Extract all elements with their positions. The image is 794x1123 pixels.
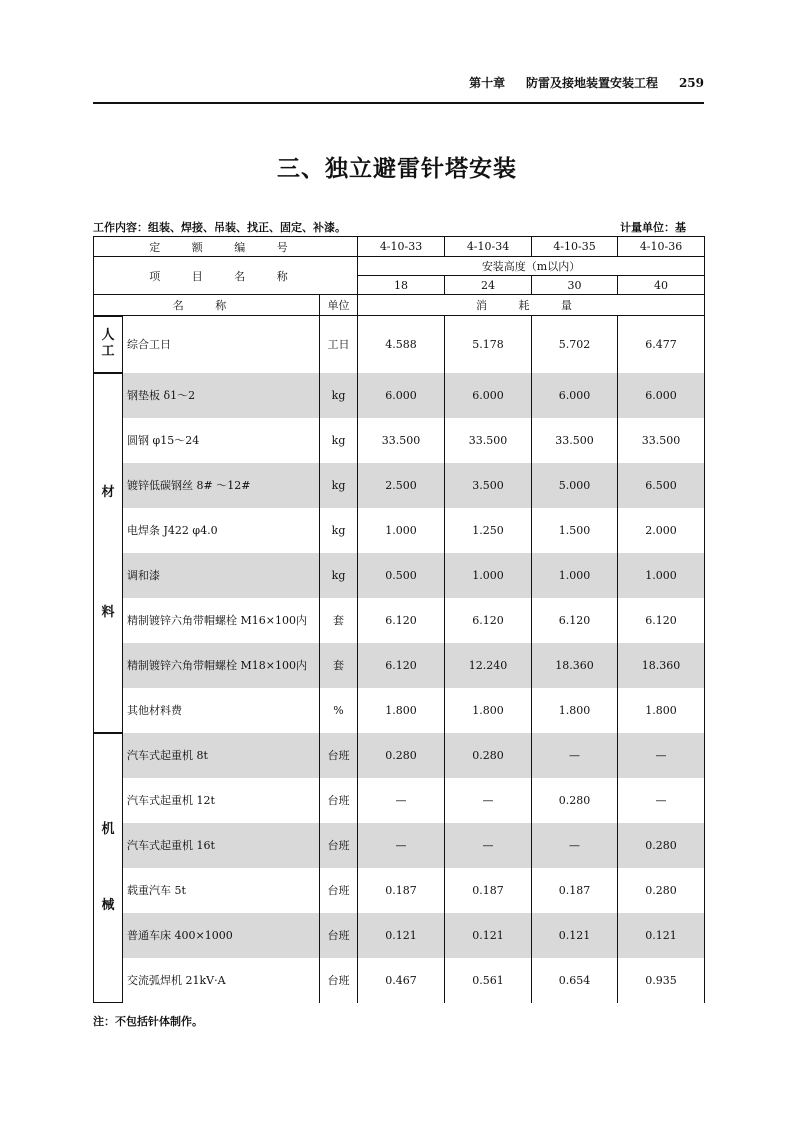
consumption-value: —	[445, 823, 532, 868]
resource-unit: 工日	[320, 316, 358, 373]
resource-row	[94, 508, 705, 553]
quota-code-cell: 4-10-35	[532, 237, 618, 257]
chapter-title: 防雷及接地装置安装工程	[526, 76, 659, 90]
column-name-header: 名 称	[94, 295, 320, 316]
category-char: 工	[101, 344, 115, 359]
resource-name: 汽车式起重机 12t	[123, 778, 320, 823]
consumption-value: 6.120	[618, 598, 705, 643]
category-label	[94, 328, 122, 359]
resource-unit: kg	[320, 508, 358, 553]
resource-unit: 台班	[320, 958, 358, 1003]
measurement-unit: 计量单位：基	[620, 221, 686, 234]
consumption-value: 6.120	[358, 598, 445, 643]
consumption-value: —	[618, 733, 705, 778]
resource-row	[94, 913, 705, 958]
resource-unit: 套	[320, 598, 358, 643]
consumption-value: 0.280	[618, 823, 705, 868]
consumption-value: 0.935	[618, 958, 705, 1003]
resource-name: 调和漆	[123, 553, 320, 598]
resource-row	[94, 958, 705, 1003]
footnote: 注：不包括针体制作。	[93, 1015, 203, 1028]
resource-name: 镀锌低碳钢丝 8# ～12#	[123, 463, 320, 508]
resource-row	[94, 823, 705, 868]
height-label-row	[94, 257, 705, 276]
consumption-value: 4.588	[358, 316, 445, 373]
quota-code-cell: 4-10-33	[358, 237, 445, 257]
consumption-value: 1.800	[445, 688, 532, 733]
consumption-value: —	[358, 778, 445, 823]
height-cell: 30	[532, 276, 618, 295]
resource-unit: kg	[320, 553, 358, 598]
resource-name: 圆钢 φ15～24	[123, 418, 320, 463]
resource-row	[94, 868, 705, 913]
resource-row	[94, 643, 705, 688]
quota-code-cell: 4-10-36	[618, 237, 705, 257]
consumption-value: 1.000	[618, 553, 705, 598]
consumption-value: 1.500	[532, 508, 618, 553]
height-label: 安装高度（m以内）	[358, 257, 705, 276]
consumption-value: —	[618, 778, 705, 823]
consumption-value: 0.121	[532, 913, 618, 958]
resource-row	[94, 598, 705, 643]
height-cell: 18	[358, 276, 445, 295]
resource-unit: kg	[320, 418, 358, 463]
height-cell: 24	[445, 276, 532, 295]
resource-unit: 台班	[320, 733, 358, 778]
consumption-value: 5.000	[532, 463, 618, 508]
consumption-value: 3.500	[445, 463, 532, 508]
consumption-value: 18.360	[532, 643, 618, 688]
consumption-value: 0.500	[358, 553, 445, 598]
consumption-value: —	[358, 823, 445, 868]
consumption-value: —	[445, 778, 532, 823]
resource-name: 汽车式起重机 16t	[123, 823, 320, 868]
column-header-row	[94, 295, 705, 316]
column-consumption-header: 消 耗 量	[358, 295, 705, 316]
column-unit-header: 单位	[320, 295, 358, 316]
consumption-value: 0.121	[618, 913, 705, 958]
page-number: 259	[678, 76, 704, 90]
consumption-value: 0.187	[358, 868, 445, 913]
consumption-value: 0.187	[445, 868, 532, 913]
consumption-value: 33.500	[358, 418, 445, 463]
resource-unit: kg	[320, 463, 358, 508]
resource-row	[94, 418, 705, 463]
resource-row	[94, 373, 705, 418]
consumption-value: 6.000	[445, 373, 532, 418]
consumption-value: 6.477	[618, 316, 705, 373]
chapter-number: 第十章	[469, 76, 506, 90]
resource-name: 其他材料费	[123, 688, 320, 733]
consumption-value: 33.500	[618, 418, 705, 463]
quota-code-label: 定 额 编 号	[94, 237, 358, 257]
resource-unit: kg	[320, 373, 358, 418]
resource-row	[94, 463, 705, 508]
category-cell	[94, 316, 123, 373]
consumption-value: 5.702	[532, 316, 618, 373]
consumption-value: 0.121	[445, 913, 532, 958]
consumption-value: 1.000	[445, 553, 532, 598]
section-title: 三、独立避雷针塔安装	[277, 156, 517, 182]
resource-unit: 台班	[320, 868, 358, 913]
consumption-value: 1.800	[532, 688, 618, 733]
consumption-value: 1.000	[532, 553, 618, 598]
consumption-value: 1.800	[618, 688, 705, 733]
resource-name: 载重汽车 5t	[123, 868, 320, 913]
resource-name: 钢垫板 δ1～2	[123, 373, 320, 418]
consumption-value: 1.000	[358, 508, 445, 553]
consumption-value: 33.500	[445, 418, 532, 463]
resource-row	[94, 733, 705, 778]
resource-name: 汽车式起重机 8t	[123, 733, 320, 778]
consumption-value: 6.120	[358, 643, 445, 688]
category-char: 机	[101, 822, 115, 838]
consumption-value: 6.000	[618, 373, 705, 418]
resource-name: 普通车床 400×1000	[123, 913, 320, 958]
category-char: 材	[101, 484, 115, 500]
consumption-value: —	[532, 733, 618, 778]
consumption-value: 1.250	[445, 508, 532, 553]
resource-unit: 台班	[320, 823, 358, 868]
quota-code-row	[94, 237, 705, 257]
consumption-value: 18.360	[618, 643, 705, 688]
consumption-value: 6.000	[532, 373, 618, 418]
resource-unit: %	[320, 688, 358, 733]
consumption-value: 0.280	[358, 733, 445, 778]
consumption-value: 0.187	[532, 868, 618, 913]
resource-name: 精制镀锌六角带帽螺栓 M16×100内	[123, 598, 320, 643]
consumption-value: 33.500	[532, 418, 618, 463]
consumption-value: 1.800	[358, 688, 445, 733]
consumption-value: 0.280	[445, 733, 532, 778]
height-cell: 40	[618, 276, 705, 295]
consumption-value: 6.120	[532, 598, 618, 643]
consumption-value: 0.280	[618, 868, 705, 913]
resource-unit: 台班	[320, 778, 358, 823]
item-name-label: 项 目 名 称	[94, 257, 358, 295]
resource-row	[94, 778, 705, 823]
category-char: 料	[101, 604, 115, 620]
category-label	[94, 822, 122, 913]
consumption-value: 6.000	[358, 373, 445, 418]
category-cell	[94, 373, 123, 733]
consumption-value: 2.500	[358, 463, 445, 508]
page-header	[93, 74, 704, 104]
resource-unit: 台班	[320, 913, 358, 958]
consumption-value: —	[532, 823, 618, 868]
consumption-value: 0.654	[532, 958, 618, 1003]
consumption-value: 0.561	[445, 958, 532, 1003]
consumption-value: 12.240	[445, 643, 532, 688]
category-char: 械	[101, 897, 115, 913]
consumption-value: 6.120	[445, 598, 532, 643]
category-label	[94, 485, 122, 620]
resource-row	[94, 553, 705, 598]
work-content: 工作内容：组装、焊接、吊装、找正、固定、补漆。	[93, 221, 346, 234]
resource-row	[94, 316, 705, 373]
resource-row	[94, 688, 705, 733]
quota-code-cell: 4-10-34	[445, 237, 532, 257]
consumption-value: 0.280	[532, 778, 618, 823]
consumption-value: 5.178	[445, 316, 532, 373]
consumption-value: 0.467	[358, 958, 445, 1003]
consumption-value: 6.500	[618, 463, 705, 508]
category-cell	[94, 733, 123, 1003]
consumption-value: 2.000	[618, 508, 705, 553]
resource-unit: 套	[320, 643, 358, 688]
resource-name: 电焊条 J422 φ4.0	[123, 508, 320, 553]
category-char: 人	[101, 328, 115, 344]
quota-table	[93, 236, 705, 1003]
chapter-heading	[469, 74, 704, 91]
resource-name: 交流弧焊机 21kV·A	[123, 958, 320, 1003]
resource-name: 综合工日	[123, 316, 320, 373]
resource-name: 精制镀锌六角带帽螺栓 M18×100内	[123, 643, 320, 688]
consumption-value: 0.121	[358, 913, 445, 958]
